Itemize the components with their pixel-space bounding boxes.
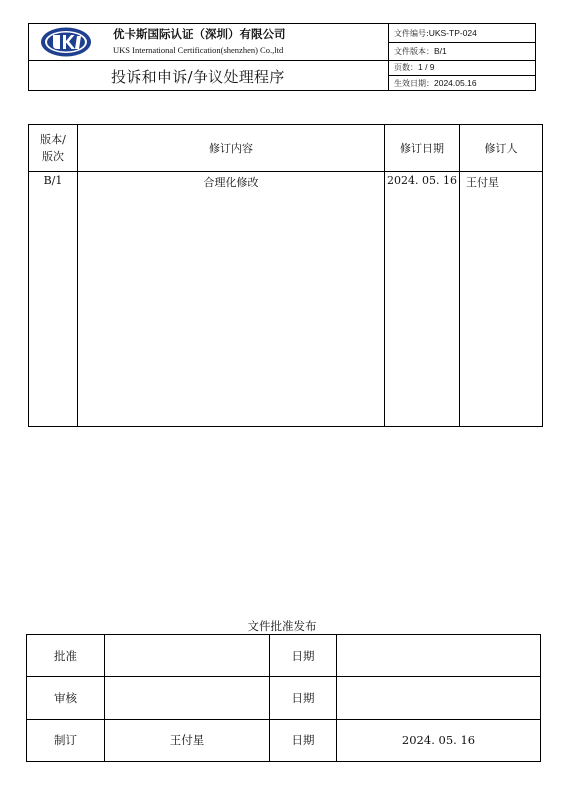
meta-key: 文件版本： xyxy=(394,47,434,56)
column-header-content: 修订内容 xyxy=(78,125,385,172)
author-role-cell: 制订 xyxy=(27,719,105,761)
approval-name-cell xyxy=(105,635,270,677)
doc-version-field xyxy=(394,46,447,57)
column-header-date: 修订日期 xyxy=(385,125,460,172)
approval-section-title: 文件批准发布 xyxy=(247,619,317,633)
header-divider xyxy=(389,42,535,43)
author-name-cell: 王付星 xyxy=(105,719,270,761)
effective-date-value: 2024.05.16 xyxy=(434,78,477,88)
company-logo xyxy=(39,26,176,130)
column-header-version-line1: 版本/ xyxy=(40,133,66,146)
revision-date-cell: 2024. 05. 16 xyxy=(385,172,460,427)
revision-content-cell: 合理化修改 xyxy=(78,172,385,427)
meta-key: 生效日期： xyxy=(394,79,434,88)
document-header xyxy=(28,23,536,130)
revision-version-cell: B/1 xyxy=(29,172,78,427)
header-divider xyxy=(388,24,389,90)
company-name-cn: 优卡斯国际认证（深圳）有限公司 xyxy=(113,27,286,41)
doc-number-field xyxy=(394,28,477,39)
review-role-cell: 审核 xyxy=(27,677,105,719)
revision-history-table xyxy=(28,124,543,427)
table-row xyxy=(27,677,541,719)
approval-date-cell xyxy=(337,635,541,677)
column-header-reviser: 修订人 xyxy=(460,125,543,172)
page-count-value: 1 / 9 xyxy=(418,62,435,72)
effective-date-field xyxy=(394,78,477,89)
approval-role-cell: 批准 xyxy=(27,635,105,677)
revision-reviser-cell: 王付星 xyxy=(460,172,543,427)
column-header-version xyxy=(29,125,78,172)
author-date-label: 日期 xyxy=(270,719,337,761)
table-row xyxy=(27,719,541,761)
review-date-cell xyxy=(337,677,541,719)
header-divider xyxy=(29,60,388,61)
approval-date-label: 日期 xyxy=(270,635,337,677)
table-row xyxy=(27,635,541,677)
table-header-row xyxy=(29,125,543,172)
header-divider xyxy=(389,60,535,61)
review-date-label: 日期 xyxy=(270,677,337,719)
doc-version-value: B/1 xyxy=(434,46,447,56)
meta-key: 页数： xyxy=(394,63,418,72)
column-header-version-line2: 版次 xyxy=(42,150,64,163)
page-count-field xyxy=(394,62,435,73)
doc-number-value: UKS-TP-024 xyxy=(428,28,477,38)
review-name-cell xyxy=(105,677,270,719)
company-name-en: UKS International Certification(shenzhen) Co.,ltd xyxy=(113,45,284,55)
table-row xyxy=(29,172,543,427)
author-date-cell: 2024. 05. 16 xyxy=(337,719,541,761)
approval-table xyxy=(26,634,541,762)
header-divider xyxy=(389,75,535,76)
meta-key: 文件编号: xyxy=(394,29,429,38)
logo-wordmark: UKS xyxy=(139,111,176,130)
document-title: 投诉和申诉/争议处理程序 xyxy=(111,68,285,86)
